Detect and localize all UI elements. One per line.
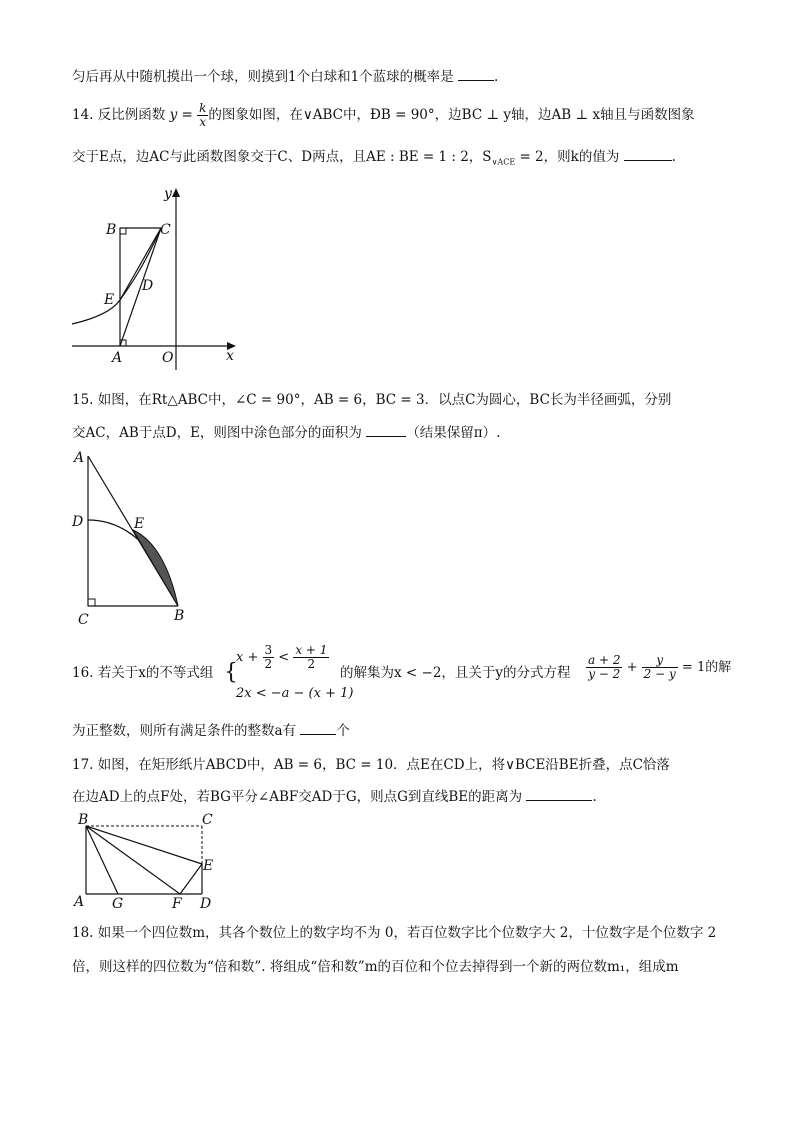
label-b: B <box>106 222 117 238</box>
label-e: E <box>203 858 214 874</box>
segment-ac <box>120 228 161 346</box>
q15-figure <box>70 448 200 630</box>
arc-db <box>88 520 178 606</box>
q17-line1: 17. 如图，在矩形纸片ABCD中，AB = 6，BC = 10．点E在CD上，将∨BCE沿BE折叠，点C恰落 <box>72 757 670 773</box>
segment-bg <box>86 826 118 894</box>
q14-answer-blank[interactable] <box>624 146 672 161</box>
q16-prefix: 16. 若关于x的不等式组 <box>72 665 214 681</box>
q16-inequality-1: x + $\frac{3}{2}$ < $\frac{x + 1}{2}$ <box>236 643 328 671</box>
q15-line1: 15. 如图，在Rt△ABC中，∠C = 90°，AB = 6，BC = 3．以点C为圆心，BC长为半径画弧，分别 <box>72 392 672 408</box>
q18-line2: 倍，则这样的四位数为“倍和数”. 将组成“倍和数”m的百位和个位去掉得到一个新的两位数m₁，组成m <box>72 959 679 975</box>
q16-equation: $\frac{a + 2}{y - 2}$ + $\frac{y}{2 - y}$ = 1的解 <box>588 653 732 681</box>
y-axis-arrow-icon <box>172 188 180 197</box>
label-y: y <box>164 186 172 202</box>
q13-tail-line: 匀后再从中随机摸出一个球，则摸到1个白球和1个蓝球的概率是 . <box>72 66 498 86</box>
q16-answer-blank[interactable] <box>300 720 336 735</box>
q18-line1: 18. 如果一个四位数m，其各个数位上的数字均不为 0，若百位数字比个位数字大 2，十位数字是个位数字 2 <box>72 925 717 941</box>
segment-ec <box>120 228 161 300</box>
q14-func-lhs: y = <box>169 107 193 123</box>
label-b: B <box>174 608 185 624</box>
q16-middle: 的解集为x < −2，且关于y的分式方程 <box>340 665 571 681</box>
label-d: D <box>72 514 84 530</box>
hyperbola-curve <box>72 228 161 324</box>
segment-be <box>86 826 202 864</box>
label-a: A <box>74 450 85 466</box>
label-g: G <box>112 896 124 910</box>
segment-fe <box>180 864 202 894</box>
label-d: D <box>142 278 154 294</box>
q14-func-fraction: $\frac{k}{x}$ <box>199 101 207 129</box>
q16-brace: { <box>224 660 238 685</box>
q14-line1: 14. 反比例函数 y = $\frac{k}{x}$ 的图象如图，在∨ABC中，ÐB = 90°，边BC ⊥ y轴，边AB ⊥ x轴且与函数图象 <box>72 101 695 129</box>
label-a: A <box>74 894 85 910</box>
q14-figure <box>68 184 248 374</box>
label-c: C <box>160 222 171 238</box>
label-c: C <box>78 612 89 628</box>
q15-answer-blank[interactable] <box>366 422 406 437</box>
q17-answer-blank[interactable] <box>526 786 592 801</box>
label-e: E <box>134 516 145 532</box>
label-a: A <box>112 350 123 366</box>
label-b: B <box>78 812 89 828</box>
label-f: F <box>172 896 182 910</box>
q16-line2: 为正整数，则所有满足条件的整数a有 个 <box>72 720 350 740</box>
q16-inequality-2: 2x < −a − (x + 1) <box>236 686 354 701</box>
label-d: D <box>200 896 212 910</box>
label-e: E <box>104 292 115 308</box>
q14-line2: 交于E点，边AC与此函数图象交于C、D两点，且AE : BE = 1 : 2，$S_{\vee ACE} = 2$，则k的值为 . <box>72 146 676 172</box>
q13-answer-blank[interactable] <box>458 66 494 81</box>
q15-line2: 交AC，AB于点D，E，则图中涂色部分的面积为 （结果保留π）. <box>72 422 500 442</box>
right-angle-c <box>88 599 95 606</box>
right-angle-b <box>120 228 126 234</box>
segment-bf <box>86 826 180 894</box>
label-x: x <box>226 348 234 364</box>
label-c: C <box>202 812 213 828</box>
q13-tail-text: 匀后再从中随机摸出一个球，则摸到1个白球和1个蓝球的概率是 <box>72 69 454 85</box>
q17-figure <box>72 812 222 910</box>
shaded-region <box>133 530 178 606</box>
label-o: O <box>162 350 174 366</box>
q17-line2: 在边AD上的点F处，若BG平分∠ABF交AD于G，则点G到直线BE的距离为 . <box>72 786 597 806</box>
